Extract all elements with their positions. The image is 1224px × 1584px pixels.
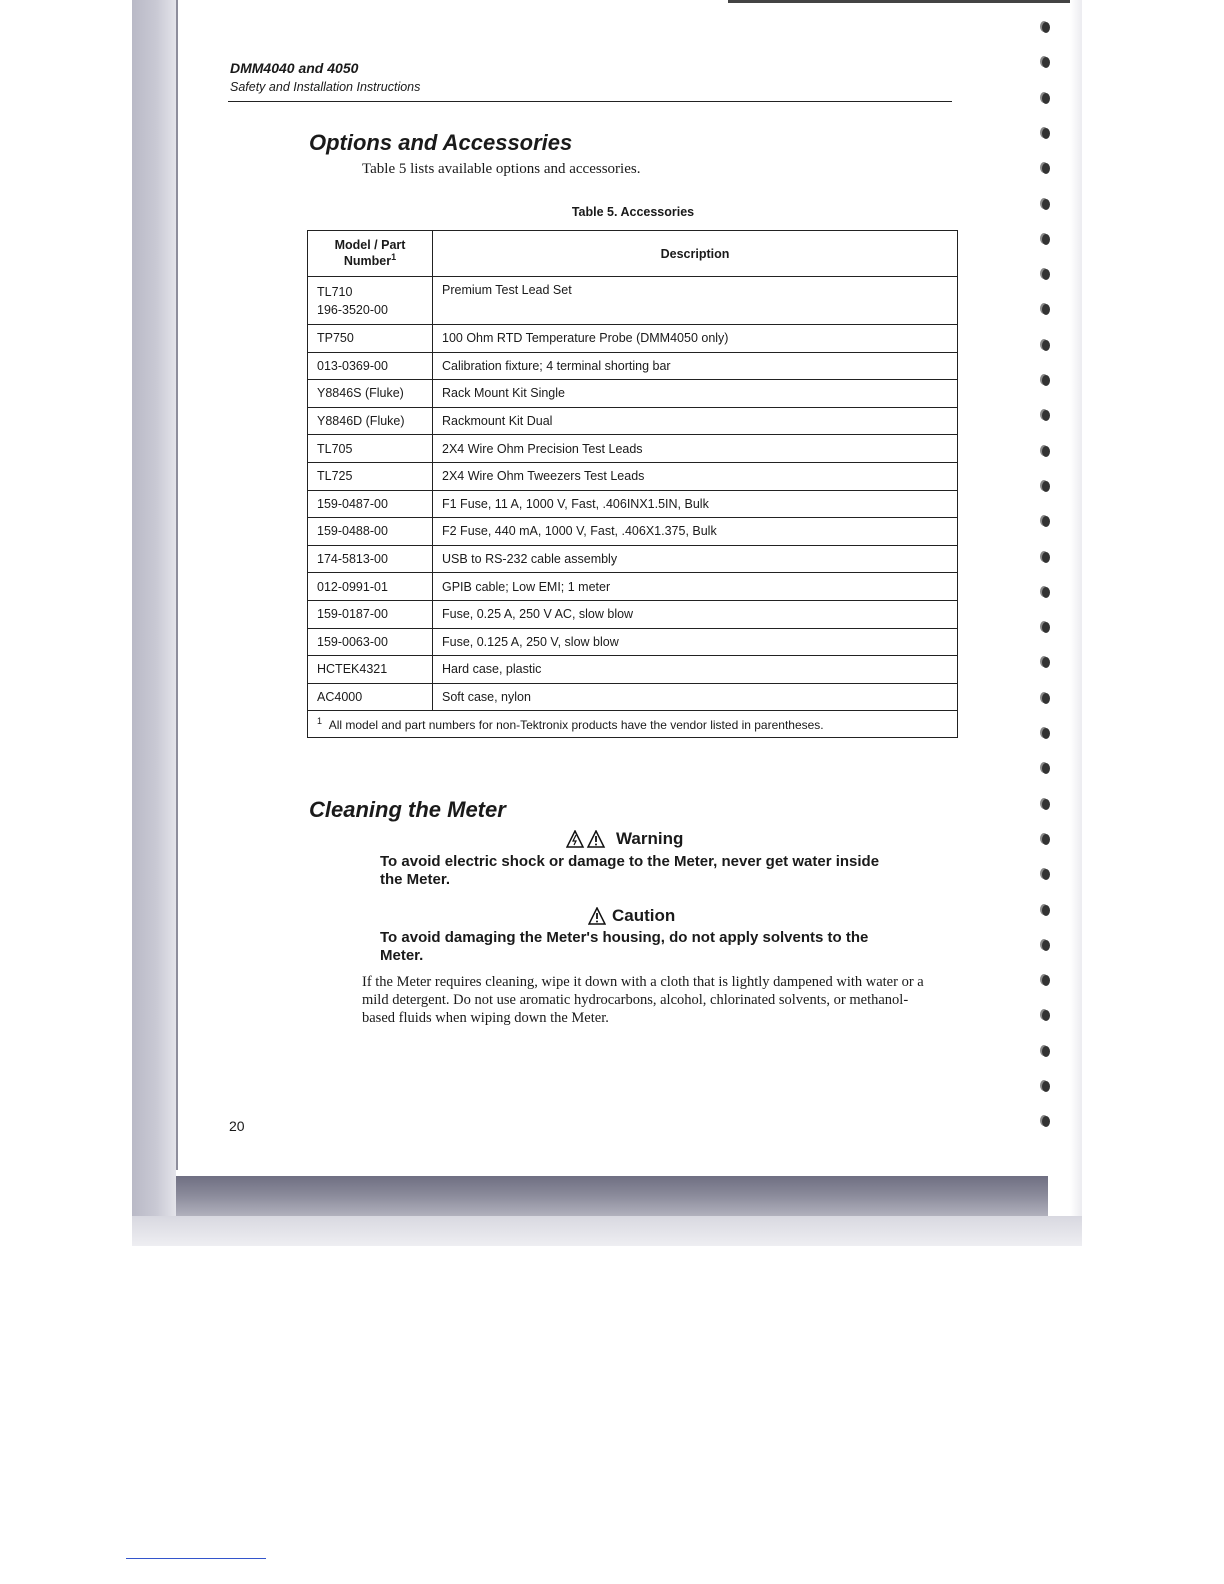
part-number-cell: TL710 196-3520-00	[308, 277, 433, 325]
accessories-table	[307, 230, 958, 738]
binding-hole	[1042, 1010, 1050, 1021]
shock-warning-icon	[566, 830, 610, 848]
top-edge-rule	[728, 0, 1080, 3]
part-number-cell: 174-5813-00	[308, 545, 433, 573]
description-cell: Fuse, 0.125 A, 250 V, slow blow	[433, 628, 958, 656]
table-caption: Table 5. Accessories	[571, 205, 695, 219]
binding-hole	[1042, 622, 1050, 633]
binding-hole	[1042, 1081, 1050, 1092]
table-row	[308, 573, 958, 601]
description-cell: Soft case, nylon	[433, 683, 958, 711]
bottom-scan-shadow	[176, 1176, 1048, 1218]
description-cell: USB to RS-232 cable assembly	[433, 545, 958, 573]
description-cell: Rack Mount Kit Single	[433, 380, 958, 408]
table-header-row	[308, 231, 958, 277]
page-number: 20	[229, 1118, 245, 1134]
header-divider	[228, 101, 952, 102]
table-row	[308, 277, 958, 325]
binding-spine-shadow	[132, 0, 176, 1246]
table-row	[308, 462, 958, 490]
binding-hole	[1042, 199, 1050, 210]
binding-hole	[1042, 1046, 1050, 1057]
table-footnote-row	[308, 711, 958, 738]
description-cell: Premium Test Lead Set	[433, 277, 958, 325]
column-header-part: Model / Part Number$^1$	[308, 231, 433, 277]
binding-hole	[1042, 269, 1050, 280]
part-number-cell: AC4000	[308, 683, 433, 711]
binding-hole	[1042, 799, 1050, 810]
binding-hole	[1042, 340, 1050, 351]
table-row	[308, 325, 958, 353]
binding-hole	[1042, 552, 1050, 563]
binding-hole	[1042, 57, 1050, 68]
table-row	[308, 407, 958, 435]
cleaning-body-paragraph: If the Meter requires cleaning, wipe it down with a cloth that is lightly dampened with water or a mild detergent. Do not use aromatic hydrocarbons, alcohol, chlorinated solvents, or methanol-based fluids when wiping down the Meter.	[362, 974, 924, 1026]
binding-hole	[1042, 869, 1050, 880]
table-row	[308, 435, 958, 463]
part-number-cell: 159-0187-00	[308, 600, 433, 628]
binding-hole	[1042, 728, 1050, 739]
table-row	[308, 518, 958, 546]
table-row	[308, 352, 958, 380]
part-number-cell: Y8846D (Fluke)	[308, 407, 433, 435]
description-cell: F2 Fuse, 440 mA, 1000 V, Fast, .406X1.375, Bulk	[433, 518, 958, 546]
running-header-title: DMM4040 and 4050	[230, 60, 359, 76]
binding-hole	[1042, 375, 1050, 386]
binding-hole	[1042, 410, 1050, 421]
binding-hole	[1042, 93, 1050, 104]
description-cell: 100 Ohm RTD Temperature Probe (DMM4050 only)	[433, 325, 958, 353]
part-number-cell: 159-0063-00	[308, 628, 433, 656]
running-header-subtitle: Safety and Installation Instructions	[230, 80, 421, 94]
description-cell: 2X4 Wire Ohm Tweezers Test Leads	[433, 462, 958, 490]
table-row	[308, 490, 958, 518]
description-cell: Fuse, 0.25 A, 250 V AC, slow blow	[433, 600, 958, 628]
description-cell: Calibration fixture; 4 terminal shorting bar	[433, 352, 958, 380]
binding-hole	[1042, 516, 1050, 527]
warning-text: To avoid electric shock or damage to the Meter, never get water inside the Meter.	[380, 853, 880, 888]
options-heading: Options and Accessories	[309, 130, 573, 155]
warning-label: Warning	[616, 829, 684, 848]
binding-hole	[1042, 657, 1050, 668]
binding-hole	[1042, 834, 1050, 845]
part-number-cell: 012-0991-01	[308, 573, 433, 601]
part-number-cell: Y8846S (Fluke)	[308, 380, 433, 408]
binding-hole	[1042, 234, 1050, 245]
binding-hole	[1042, 587, 1050, 598]
binding-hole	[1042, 128, 1050, 139]
caution-heading	[588, 906, 675, 926]
binding-hole	[1042, 481, 1050, 492]
part-number-cell: 159-0487-00	[308, 490, 433, 518]
table-row	[308, 683, 958, 711]
binding-hole	[1042, 22, 1050, 33]
binding-hole	[1042, 446, 1050, 457]
caution-triangle-icon	[588, 907, 606, 925]
table-footnote: $^1$ All model and part numbers for non-Tektronix products have the vendor listed in parentheses.	[308, 711, 958, 738]
spiral-binding-holes	[1038, 22, 1058, 1142]
caution-label: Caution	[612, 906, 676, 925]
part-number-cell: HCTEK4321	[308, 656, 433, 684]
part-number-cell: TP750	[308, 325, 433, 353]
binding-hole	[1042, 763, 1050, 774]
spine-edge	[176, 0, 178, 1170]
binding-hole	[1042, 1116, 1050, 1127]
description-cell: GPIB cable; Low EMI; 1 meter	[433, 573, 958, 601]
options-intro: Table 5 lists available options and accessories.	[362, 161, 641, 177]
part-number-cell: TL725	[308, 462, 433, 490]
table-row	[308, 628, 958, 656]
binding-hole	[1042, 975, 1050, 986]
table-row	[308, 380, 958, 408]
binding-hole	[1042, 693, 1050, 704]
description-cell: F1 Fuse, 11 A, 1000 V, Fast, .406INX1.5IN, Bulk	[433, 490, 958, 518]
part-number-cell: 013-0369-00	[308, 352, 433, 380]
column-header-description: Description	[433, 231, 958, 277]
table-row	[308, 545, 958, 573]
part-number-cell: TL705	[308, 435, 433, 463]
cleaning-heading: Cleaning the Meter	[309, 797, 506, 822]
bottom-scan-fade	[132, 1216, 1082, 1246]
footer-rule	[126, 1558, 266, 1559]
binding-hole	[1042, 905, 1050, 916]
caution-text: To avoid damaging the Meter's housing, do not apply solvents to the Meter.	[380, 929, 869, 964]
table-body	[308, 277, 958, 711]
right-page-edge	[1070, 0, 1082, 1246]
warning-heading	[566, 829, 683, 849]
part-number-cell: 159-0488-00	[308, 518, 433, 546]
description-cell: 2X4 Wire Ohm Precision Test Leads	[433, 435, 958, 463]
table-row	[308, 600, 958, 628]
binding-hole	[1042, 304, 1050, 315]
description-cell: Hard case, plastic	[433, 656, 958, 684]
binding-hole	[1042, 940, 1050, 951]
table-row	[308, 656, 958, 684]
binding-hole	[1042, 163, 1050, 174]
description-cell: Rackmount Kit Dual	[433, 407, 958, 435]
